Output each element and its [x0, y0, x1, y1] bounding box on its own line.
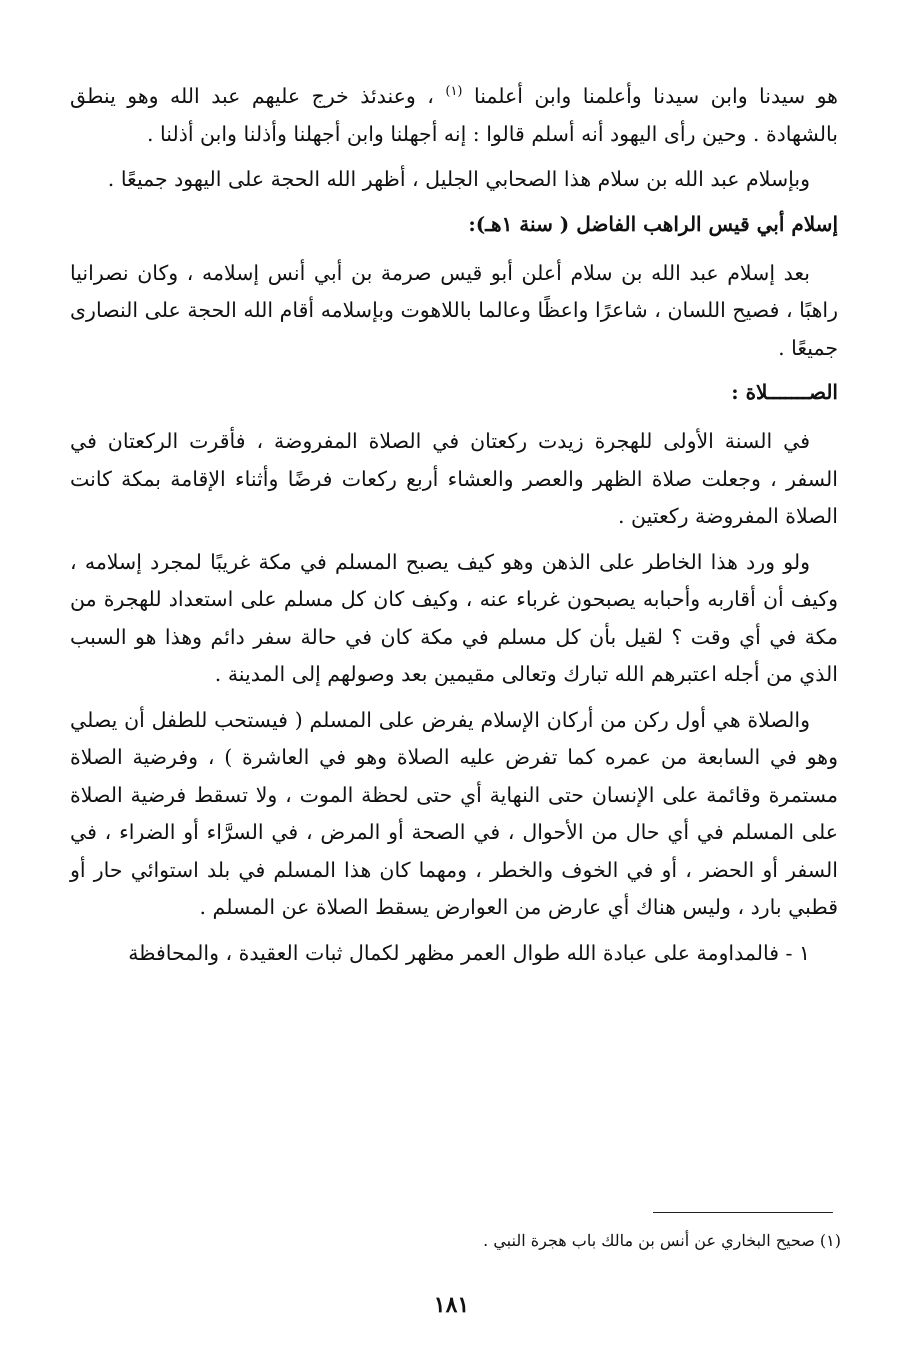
- footnote: (١) صحيح البخاري عن أنس بن مالك باب هجرة النبي .: [483, 1231, 841, 1250]
- paragraph-5: ولو ورد هذا الخاطر على الذهن وهو كيف يصبح المسلم في مكة غريبًا لمجرد إسلامه ، وكيف أن أقاربه وأحبابه يصبحون غرباء عنه ، وكيف كان كل مسلم على استعداد للهجرة من مكة في أي وقت ؟ لقيل بأن كل مسلم في مكة كان في حالة سفر دائم وهذا هو السبب الذي من أجله اعتبرهم الله تبارك وتعالى مقيمين بعد وصولهم إلى المدينة .: [70, 549, 838, 686]
- footnote-reference: (١): [445, 84, 463, 100]
- paragraph-1-text-a: هو سيدنا وابن سيدنا وأعلمنا وابن أعلمنا: [473, 84, 838, 108]
- footnote-divider: [653, 1212, 833, 1213]
- paragraph-7: ١ - فالمداومة على عبادة الله طوال العمر مظهر لكمال ثبات العقيدة ، والمحافظة: [128, 940, 810, 965]
- paragraph-4: في السنة الأولى للهجرة زيدت ركعتان في الصلاة المفروضة ، فأقرت الركعتان في السفر ، وجعلت صلاة الظهر والعصر والعشاء أربع ركعات فرضًا وأثناء الإقامة بمكة كانت الصلاة المفروضة ركعتين .: [70, 429, 838, 528]
- page-number: ١٨١: [433, 1292, 470, 1318]
- paragraph-1: [70, 78, 838, 153]
- paragraph-1-text-b: ، وعندئذ خرج عليهم عبد الله وهو ينطق بالشهادة . وحين رأى اليهود أنه أسلم قالوا : إنه أجهلنا وابن أجهلنا وأذلنا وابن أذلنا .: [70, 84, 838, 146]
- page-body: [70, 78, 838, 1298]
- paragraph-6: والصلاة هي أول ركن من أركان الإسلام يفرض على المسلم ( فيستحب للطفل أن يصلي وهو في السابعة من عمره كما تفرض عليه الصلاة وهو في العاشرة ) ، وفرضية الصلاة مستمرة وقائمة على الإنسان حتى النهاية أي حتى لحظة الموت ، ولا تسقط فرضية الصلاة على المسلم في أي حال من الأحوال ، في الصحة أو المرض ، في السرَّاء أو الضراء ، في السفر أو الحضر ، أو في الخوف والخطر ، ومهما كان هذا المسلم في بلد استوائي حار أو قطبي بارد ، وليس هناك أي عارض من العوارض يسقط الصلاة عن المسلم .: [70, 707, 838, 919]
- paragraph-2: وبإسلام عبد الله بن سلام هذا الصحابي الجليل ، أظهر الله الحجة على اليهود جميعًا .: [107, 167, 810, 191]
- section-heading-abu-qays: إسلام أبي قيس الراهب الفاضل ( سنة ١هـ):: [468, 211, 838, 236]
- paragraph-3: بعد إسلام عبد الله بن سلام أعلن أبو قيس صرمة بن أبي أنس إسلامه ، وكان نصرانيا راهبًا ، فصيح اللسان ، شاعرًا واعظًا وعالما باللاهوت وبإسلامه أقام الله الحجة على النصارى جميعًا .: [70, 260, 838, 360]
- section-heading-salat: الصـــــــلاة :: [731, 380, 838, 404]
